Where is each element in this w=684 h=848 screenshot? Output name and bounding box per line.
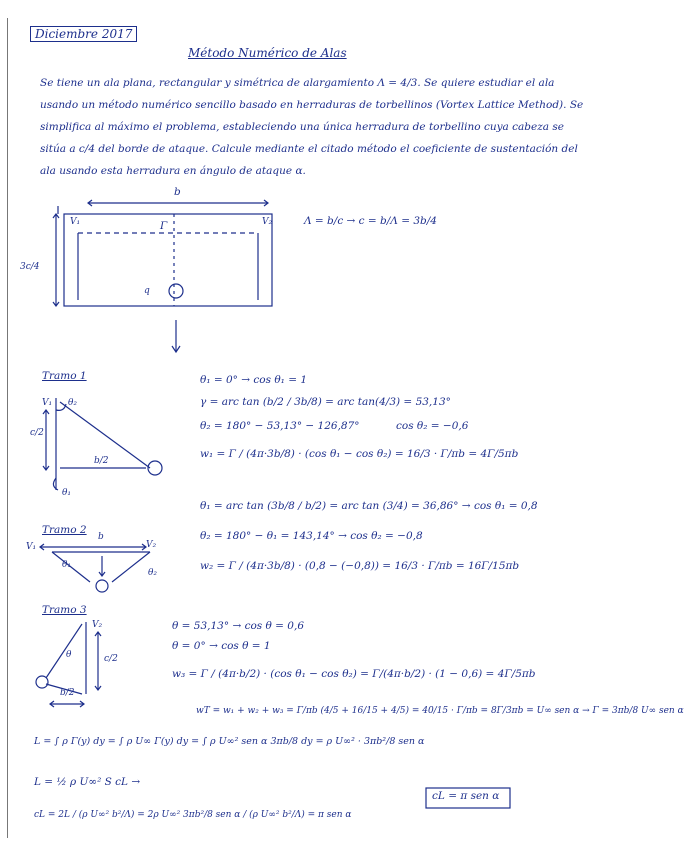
tramo3-label-b2: b/2 <box>60 688 75 698</box>
tramo2-eq3: w₂ = Γ / (4π·3b/8) · (0,8 − (−0,8)) = 16/3 · Γ/πb = 16Γ/15πb <box>200 560 520 572</box>
date-label: Diciembre 2017 <box>30 26 137 42</box>
lift-definition-eq: L = ½ ρ U∞² S cL → <box>34 776 141 788</box>
tramo1-label-c2: c/2 <box>30 428 44 438</box>
wing-planform <box>64 214 272 306</box>
tramo2-label-theta2: θ₂ <box>148 568 158 578</box>
wing-label-3c4: 3c/4 <box>20 262 40 272</box>
tramo3-eq3: w₃ = Γ / (4π·b/2) · (cos θ₁ − cos θ₂) = Γ/(4π·b/2) · (1 − 0,6) = 4Γ/5πb <box>172 668 536 680</box>
wing-label-q: q <box>144 286 150 296</box>
lift-coefficient-result: cL = π sen α <box>432 790 500 802</box>
tramo1-eq1: θ₁ = 0° → cos θ₁ = 1 <box>200 374 308 386</box>
wing-label-v2: V₂ <box>262 217 273 227</box>
tramo3-label-c2: c/2 <box>104 654 118 664</box>
wing-label-gamma: Γ <box>160 220 168 232</box>
tramo2-eq1: θ₁ = arc tan (3b/8 / b/2) = arc tan (3/4) = 36,86° → cos θ₁ = 0,8 <box>200 500 538 512</box>
tramo2-label-v2: V₂ <box>146 540 157 550</box>
tramo1-label-theta2: θ₂ <box>68 398 78 408</box>
tramo2-label-theta1: θ₁ <box>62 560 72 570</box>
control-point <box>169 284 183 298</box>
tramo2-label-v1: V₁ <box>26 542 37 552</box>
tramo3-eq1: θ = 53,13° → cos θ = 0,6 <box>172 620 304 632</box>
tramo2-title: Tramo 2 <box>42 524 87 536</box>
lift-integral-eq: L = ∫ ρ Γ(y) dy = ∫ ρ U∞ Γ(y) dy = ∫ ρ U∞² sen α 3πb/8 dy = ρ U∞² · 3πb²/8 sen α <box>34 736 425 747</box>
tramo2-diagram <box>40 544 150 592</box>
tramo1-label-b2: b/2 <box>94 456 109 466</box>
lift-coefficient-eq: cL = 2L / (ρ U∞² b²/Λ) = 2ρ U∞² 3πb²/8 sen α / (ρ U∞² b²/Λ) = π sen α <box>34 810 352 820</box>
tramo2-eq2: θ₂ = 180° − θ₁ = 143,14° → cos θ₂ = −0,8 <box>200 530 423 542</box>
wing-label-b: b <box>174 186 181 198</box>
tramo3-eq2: θ = 0° → cos θ = 1 <box>172 640 271 652</box>
tramo3-label-v2: V₂ <box>92 620 103 630</box>
tramo1-label-theta1: θ₁ <box>62 488 72 498</box>
tramo3-title: Tramo 3 <box>42 604 87 616</box>
tramo1-title: Tramo 1 <box>42 370 87 382</box>
page-title: Método Numérico de Alas <box>188 46 347 60</box>
problem-statement: Se tiene un ala plana, rectangular y simétrica de alargamiento Λ = 4/3. Se quiere estudiar el ala usando un método numérico sencillo basado en herraduras de torbellinos (Vortex Lattice Method). Se simplifica al máximo el problema, estableciendo una única herradura de torbellino cuya cabeza se sitúa a c/4 del borde de ataque. Calcule mediante el citado método el coeficiente de sustentación del ala usando esta herradura en ángulo de ataque α. <box>40 77 584 177</box>
aspect-ratio-equation: Λ = b/c → c = b/Λ = 3b/4 <box>304 215 437 227</box>
tramo1-eq3b: cos θ₂ = −0,6 <box>396 420 469 432</box>
downwash-sum-eq: wT = w₁ + w₂ + w₃ = Γ/πb (4/5 + 16/15 + 4/5) = 40/15 · Γ/πb = 8Γ/3πb = U∞ sen α → Γ = 3πb/8 U∞ sen α <box>196 706 684 716</box>
wing-label-v1: V₁ <box>70 217 81 227</box>
tramo2-label-b: b <box>98 532 104 542</box>
tramo1-diagram <box>43 398 162 490</box>
tramo1-eq4: w₁ = Γ / (4π·3b/8) · (cos θ₁ − cos θ₂) = 16/3 · Γ/πb = 4Γ/5πb <box>200 448 519 460</box>
tramo1-eq2: γ = arc tan (b/2 / 3b/8) = arc tan(4/3) = 53,13° <box>200 396 451 408</box>
tramo3-label-theta: θ <box>66 650 72 660</box>
tramo1-label-v1: V₁ <box>42 398 53 408</box>
tramo1-eq3: θ₂ = 180° − 53,13° − 126,87° <box>200 420 360 432</box>
